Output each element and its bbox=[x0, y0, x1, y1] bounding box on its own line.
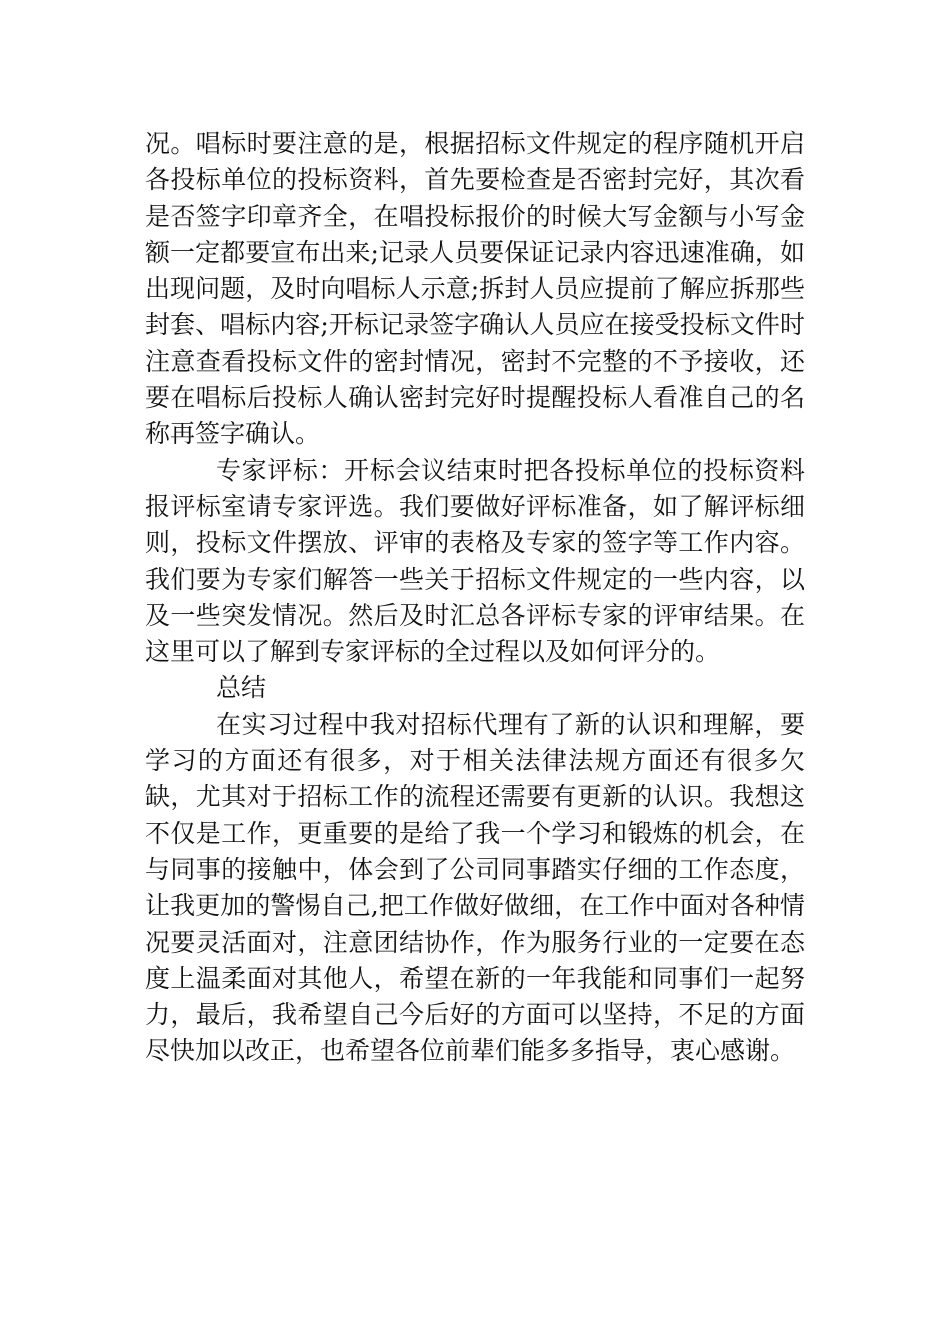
section-heading-summary: 总结 bbox=[216, 673, 267, 703]
paragraph-summary: 在实习过程中我对招标代理有了新的认识和理解，要学习的方面还有很多，对于相关法律法规方面还有很多欠缺，尤其对于招标工作的流程还需要有更新的认识。我想这不仅是工作，更重要的是给了我一个学习和锻炼的机会，在与同事的接触中，体会到了公司同事踏实仔细的工作态度，让我更加的警惕自己,把工作做好做细，在工作中面对各种情况要灵活面对，注意团结协作，作为服务行业的一定要在态度上温柔面对其他人，希望在新的一年我能和同事们一起努力，最后，我希望自己今后好的方面可以坚持，不足的方面尽快加以改正，也希望各位前辈们能多多指导，衷心感谢。 bbox=[145, 709, 805, 1066]
paragraph-opening-bid-notes: 况。唱标时要注意的是，根据招标文件规定的程序随机开启各投标单位的投标资料，首先要检查是否密封完好，其次看是否签字印章齐全，在唱投标报价的时候大写金额与小写金额一定都要宣布出来;记录人员要保证记录内容迅速准确，如出现问题，及时向唱标人示意;拆封人员应提前了解应拆那些封套、唱标内容;开标记录签字确认人员应在接受投标文件时注意查看投标文件的密封情况，密封不完整的不予接收，还要在唱标后投标人确认密封完好时提醒投标人看准自己的名称再签字确认。 bbox=[145, 129, 805, 449]
document-body bbox=[145, 126, 805, 1070]
paragraph-expert-evaluation: 专家评标：开标会议结束时把各投标单位的投标资料报评标室请专家评选。我们要做好评标准备，如了解评标细则，投标文件摆放、评审的表格及专家的签字等工作内容。我们要为专家们解答一些关于招标文件规定的一些内容，以及一些突发情况。然后及时汇总各评标专家的评审结果。在这里可以了解到专家评标的全过程以及如何评分的。 bbox=[145, 455, 805, 667]
